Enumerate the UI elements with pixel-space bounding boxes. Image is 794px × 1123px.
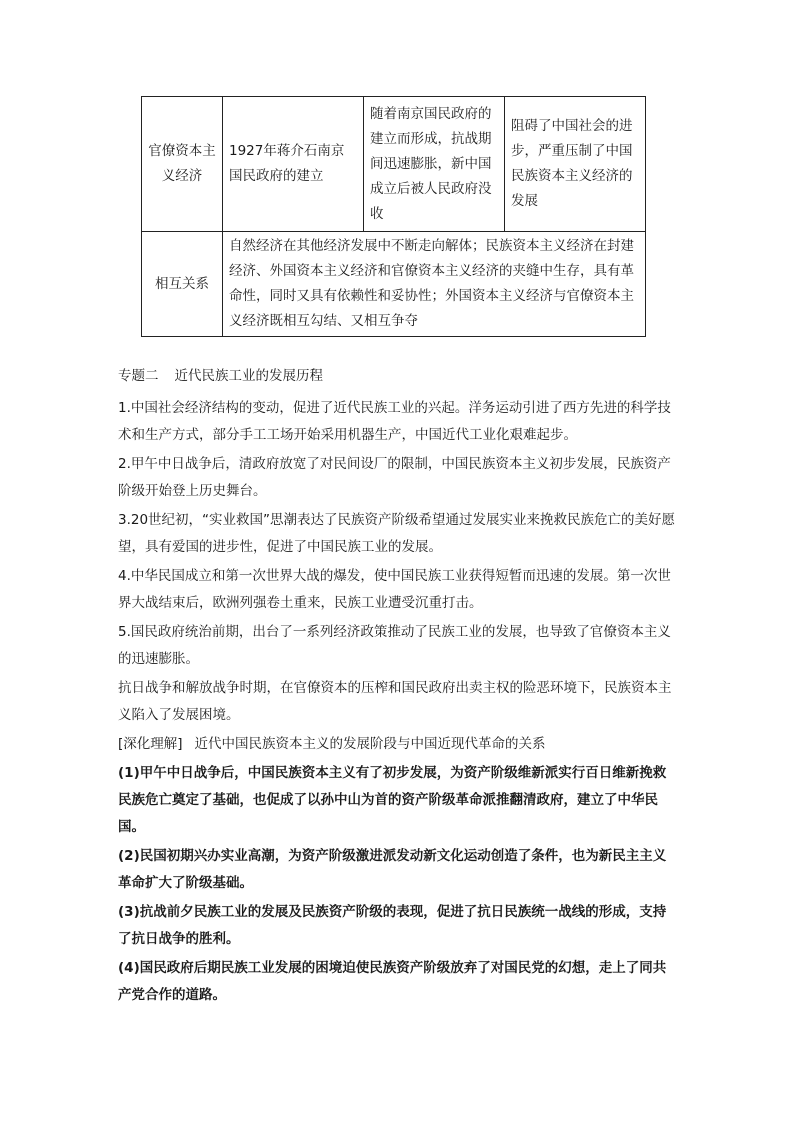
table-row [142,97,646,232]
paragraph: 抗日战争和解放战争时期，在官僚资本的压榨和国民政府出卖主权的险恶环境下，民族资本主义陷入了发展困境。 [118,680,672,723]
deep-title: 近代中国民族资本主义的发展阶段与中国近现代革命的关系 [194,736,546,752]
section-title: 近代民族工业的发展历程 [174,368,323,384]
row-name-cell: 相互关系 [142,232,223,337]
paragraph: 4.中华民国成立和第一次世界大战的爆发，使中国民族工业获得短暂而迅速的发展。第一次世界大战结束后，欧洲列强卷土重来，民族工业遭受沉重打击。 [118,568,671,611]
section-label: 专题二 [118,368,159,384]
row-formation-cell: 随着南京国民政府的建立而形成，抗战期间迅速膨胀，新中国成立后被人民政府没收 [364,97,505,232]
deep-label: [深化理解] [118,736,183,752]
paragraph: 5.国民政府统治前期，出台了一系列经济政策推动了民族工业的发展，也导致了官僚资本主义的迅速膨胀。 [118,624,671,667]
section-heading [118,364,678,388]
paragraph: 1.中国社会经济结构的变动，促进了近代民族工业的兴起。洋务运动引进了西方先进的科学技术和生产方式，部分手工工场开始采用机器生产，中国近代工业化艰难起步。 [118,400,671,443]
row-time-cell: 1927年蒋介石南京国民政府的建立 [223,97,364,232]
paragraph: 3.20世纪初，“实业救国”思潮表达了民族资产阶级希望通过发展实业来挽救民族危亡的美好愿望，具有爱国的进步性，促进了中国民族工业的发展。 [118,512,676,555]
row-name-cell: 官僚资本主义经济 [142,97,223,232]
deep-item: (1)甲午中日战争后，中国民族资本主义有了初步发展，为资产阶级维新派实行百日维新挽救民族危亡奠定了基础，也促成了以孙中山为首的资产阶级革命派推翻清政府，建立了中华民国。 [118,765,667,835]
paragraph: 2.甲午中日战争后，清政府放宽了对民间设厂的限制，中国民族资本主义初步发展，民族资产阶级开始登上历史舞台。 [118,456,671,499]
table-row [142,232,646,337]
main-content [118,364,678,1009]
row-effect-cell: 阻碍了中国社会的进步，严重压制了中国民族资本主义经济的发展 [505,97,646,232]
deep-item: (3)抗战前夕民族工业的发展及民族资产阶级的表现，促进了抗日民族统一战线的形成，支持了抗日战争的胜利。 [118,904,667,947]
relation-description-cell: 自然经济在其他经济发展中不断走向解体；民族资本主义经济在封建经济、外国资本主义经济和官僚资本主义经济的夹缝中生存，具有革命性，同时又具有依赖性和妥协性；外国资本主义经济与官僚资本主义经济既相互勾结、又相互争夺 [223,232,646,337]
deep-item: (4)国民政府后期民族工业发展的困境迫使民族资产阶级放弃了对国民党的幻想，走上了同共产党合作的道路。 [118,960,667,1003]
deep-understanding-heading [118,731,678,758]
economy-table [141,96,646,337]
deep-item: (2)民国初期兴办实业高潮，为资产阶级激进派发动新文化运动创造了条件，也为新民主主义革命扩大了阶级基础。 [118,848,667,891]
